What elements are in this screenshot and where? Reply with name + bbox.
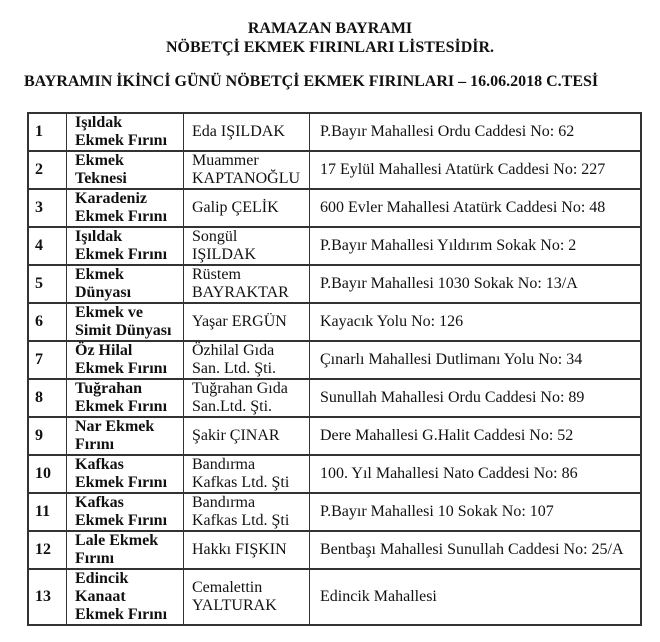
row-number-cell-text: 2 bbox=[35, 161, 43, 178]
address-cell bbox=[310, 113, 642, 151]
owner-cell-text: Bandırma bbox=[192, 494, 256, 511]
owner-cell-text: San. Ltd. Şti. bbox=[192, 360, 277, 377]
table-row bbox=[28, 151, 641, 189]
bakery-name-cell-text: Lale Ekmek bbox=[75, 532, 159, 549]
bakery-name-cell-text: Ekmek Fırını bbox=[75, 132, 168, 149]
row-number-cell bbox=[28, 113, 67, 151]
owner-cell-text: Şakir ÇINAR bbox=[192, 427, 280, 444]
owner-cell bbox=[184, 189, 310, 227]
bakery-name-cell-text: Ekmek Fırını bbox=[75, 606, 168, 623]
bakery-name-cell-text: Simit Dünyası bbox=[75, 322, 172, 339]
bakery-name-cell-text: Fırını bbox=[75, 550, 115, 567]
bakery-name-cell-text: Kanaat bbox=[75, 588, 126, 605]
bakery-name-cell-text: Ekmek Fırını bbox=[75, 512, 168, 529]
row-number-cell bbox=[28, 341, 67, 379]
row-number-cell bbox=[28, 151, 67, 189]
bakery-name-cell-text: Teknesi bbox=[75, 170, 127, 187]
row-number-cell-text: 1 bbox=[35, 123, 43, 140]
owner-cell-text: Kafkas Ltd. Şti bbox=[192, 474, 290, 491]
owner-cell-text: Galip ÇELİK bbox=[192, 199, 279, 216]
bakery-name-cell-text: Ekmek Fırını bbox=[75, 360, 168, 377]
table-row bbox=[28, 417, 641, 455]
address-cell-text: 600 Evler Mahallesi Atatürk Caddesi No: 48 bbox=[320, 199, 606, 216]
bakery-name-cell bbox=[67, 569, 184, 625]
row-number-cell-text: 3 bbox=[35, 199, 43, 216]
table-row bbox=[28, 379, 641, 417]
bakery-name-cell-text: Ekmek Fırını bbox=[75, 398, 168, 415]
row-number-cell bbox=[28, 531, 67, 569]
owner-cell bbox=[184, 455, 310, 493]
address-cell-text: P.Bayır Mahallesi 10 Sokak No: 107 bbox=[320, 503, 554, 520]
owner-cell-text: San.Ltd. Şti. bbox=[192, 398, 273, 415]
address-cell bbox=[310, 341, 642, 379]
address-cell bbox=[310, 379, 642, 417]
row-number-cell bbox=[28, 189, 67, 227]
row-number-cell-text: 11 bbox=[35, 503, 51, 520]
address-cell bbox=[310, 455, 642, 493]
bakery-name-cell-text: Tuğrahan bbox=[75, 380, 142, 397]
row-number-cell bbox=[28, 493, 67, 531]
bakery-name-cell bbox=[67, 341, 184, 379]
owner-cell-text: Tuğrahan Gıda bbox=[192, 380, 288, 397]
document-title-line2: NÖBETÇİ EKMEK FIRINLARI LİSTESİDİR. bbox=[165, 39, 495, 56]
owner-cell bbox=[184, 569, 310, 625]
bakery-name-cell-text: Karadeniz bbox=[75, 190, 147, 207]
address-cell bbox=[310, 417, 642, 455]
row-number-cell-text: 9 bbox=[35, 427, 43, 444]
owner-cell bbox=[184, 493, 310, 531]
owner-cell-text: Songül bbox=[192, 228, 238, 245]
owner-cell-text: Hakkı FIŞKIN bbox=[192, 541, 287, 558]
bakery-name-cell bbox=[67, 227, 184, 265]
bakery-name-cell-text: Ekmek bbox=[75, 152, 124, 169]
owner-cell bbox=[184, 531, 310, 569]
table-row bbox=[28, 341, 641, 379]
table-row bbox=[28, 227, 641, 265]
bakery-name-cell bbox=[67, 303, 184, 341]
owner-cell-text: Cemalettin bbox=[192, 579, 263, 596]
address-cell bbox=[310, 531, 642, 569]
owner-cell bbox=[184, 227, 310, 265]
owner-cell-text: YALTURAK bbox=[192, 597, 277, 614]
address-cell bbox=[310, 151, 642, 189]
bakery-table bbox=[27, 112, 642, 626]
bakery-name-cell bbox=[67, 265, 184, 303]
address-cell bbox=[310, 569, 642, 625]
address-cell-text: P.Bayır Mahallesi 1030 Sokak No: 13/A bbox=[320, 275, 578, 292]
address-cell bbox=[310, 303, 642, 341]
document-subtitle: BAYRAMIN İKİNCİ GÜNÜ NÖBETÇİ EKMEK FIRINLARI – 16.06.2018 C.TESİ bbox=[24, 73, 599, 90]
owner-cell bbox=[184, 303, 310, 341]
owner-cell bbox=[184, 265, 310, 303]
address-cell bbox=[310, 493, 642, 531]
row-number-cell bbox=[28, 303, 67, 341]
address-cell-text: Sunullah Mahallesi Ordu Caddesi No: 89 bbox=[320, 389, 585, 406]
table-row bbox=[28, 531, 641, 569]
row-number-cell-text: 5 bbox=[35, 275, 43, 292]
row-number-cell bbox=[28, 417, 67, 455]
address-cell-text: 100. Yıl Mahallesi Nato Caddesi No: 86 bbox=[320, 465, 578, 482]
table-row bbox=[28, 455, 641, 493]
bakery-name-cell bbox=[67, 493, 184, 531]
row-number-cell-text: 13 bbox=[35, 588, 51, 605]
address-cell-text: Edincik Mahallesi bbox=[320, 588, 437, 605]
row-number-cell-text: 7 bbox=[35, 351, 43, 368]
owner-cell bbox=[184, 379, 310, 417]
row-number-cell-text: 4 bbox=[35, 237, 43, 254]
bakery-name-cell bbox=[67, 151, 184, 189]
owner-cell-text: Eda IŞILDAK bbox=[192, 123, 285, 140]
owner-cell-text: Rüstem bbox=[192, 266, 241, 283]
bakery-name-cell bbox=[67, 531, 184, 569]
address-cell bbox=[310, 227, 642, 265]
bakery-name-cell-text: Kafkas bbox=[75, 494, 124, 511]
bakery-name-cell-text: Işıldak bbox=[75, 114, 123, 131]
row-number-cell bbox=[28, 569, 67, 625]
owner-cell-text: IŞILDAK bbox=[192, 246, 256, 263]
bakery-name-cell bbox=[67, 417, 184, 455]
address-cell-text: Bentbaşı Mahallesi Sunullah Caddesi No: 25/A bbox=[320, 541, 624, 558]
bakery-name-cell-text: Öz Hilal bbox=[75, 342, 133, 359]
address-cell-text: Çınarlı Mahallesi Dutlimanı Yolu No: 34 bbox=[320, 351, 583, 368]
bakery-name-cell bbox=[67, 455, 184, 493]
bakery-name-cell-text: Ekmek Fırını bbox=[75, 474, 168, 491]
owner-cell-text: Kafkas Ltd. Şti bbox=[192, 512, 290, 529]
row-number-cell bbox=[28, 455, 67, 493]
bakery-table-body bbox=[28, 113, 641, 625]
row-number-cell-text: 12 bbox=[35, 541, 51, 558]
bakery-name-cell-text: Kafkas bbox=[75, 456, 124, 473]
address-cell-text: Kayacık Yolu No: 126 bbox=[320, 313, 464, 330]
row-number-cell bbox=[28, 379, 67, 417]
table-row bbox=[28, 303, 641, 341]
bakery-name-cell-text: Işıldak bbox=[75, 228, 123, 245]
bakery-name-cell-text: Ekmek Fırını bbox=[75, 246, 168, 263]
address-cell-text: Dere Mahallesi G.Halit Caddesi No: 52 bbox=[320, 427, 574, 444]
bakery-name-cell bbox=[67, 189, 184, 227]
owner-cell-text: KAPTANOĞLU bbox=[192, 170, 301, 187]
owner-cell bbox=[184, 113, 310, 151]
row-number-cell bbox=[28, 265, 67, 303]
document-title-line1: RAMAZAN BAYRAMI bbox=[247, 20, 413, 37]
owner-cell bbox=[184, 151, 310, 189]
owner-cell-text: Yaşar ERGÜN bbox=[192, 313, 287, 330]
owner-cell-text: Bandırma bbox=[192, 456, 256, 473]
row-number-cell-text: 6 bbox=[35, 313, 43, 330]
address-cell-text: P.Bayır Mahallesi Ordu Caddesi No: 62 bbox=[320, 123, 575, 140]
bakery-name-cell bbox=[67, 113, 184, 151]
owner-cell-text: Muammer bbox=[192, 152, 259, 169]
address-cell bbox=[310, 265, 642, 303]
table-row bbox=[28, 113, 641, 151]
row-number-cell-text: 10 bbox=[35, 465, 51, 482]
bakery-name-cell-text: Fırını bbox=[75, 436, 115, 453]
table-row bbox=[28, 265, 641, 303]
owner-cell bbox=[184, 417, 310, 455]
table-row bbox=[28, 569, 641, 625]
bakery-name-cell-text: Ekmek ve bbox=[75, 304, 143, 321]
address-cell-text: P.Bayır Mahallesi Yıldırım Sokak No: 2 bbox=[320, 237, 577, 254]
address-cell bbox=[310, 189, 642, 227]
bakery-name-cell-text: Ekmek bbox=[75, 266, 124, 283]
bakery-name-cell-text: Nar Ekmek bbox=[75, 418, 155, 435]
bakery-name-cell bbox=[67, 379, 184, 417]
bakery-name-cell-text: Ekmek Fırını bbox=[75, 208, 168, 225]
address-cell-text: 17 Eylül Mahallesi Atatürk Caddesi No: 227 bbox=[320, 161, 606, 178]
bakery-name-cell-text: Dünyası bbox=[75, 284, 132, 301]
table-row bbox=[28, 493, 641, 531]
bakery-name-cell-text: Edincik bbox=[75, 570, 129, 587]
owner-cell-text: BAYRAKTAR bbox=[192, 284, 289, 301]
table-row bbox=[28, 189, 641, 227]
row-number-cell bbox=[28, 227, 67, 265]
owner-cell bbox=[184, 341, 310, 379]
owner-cell-text: Özhilal Gıda bbox=[192, 342, 275, 359]
row-number-cell-text: 8 bbox=[35, 389, 43, 406]
